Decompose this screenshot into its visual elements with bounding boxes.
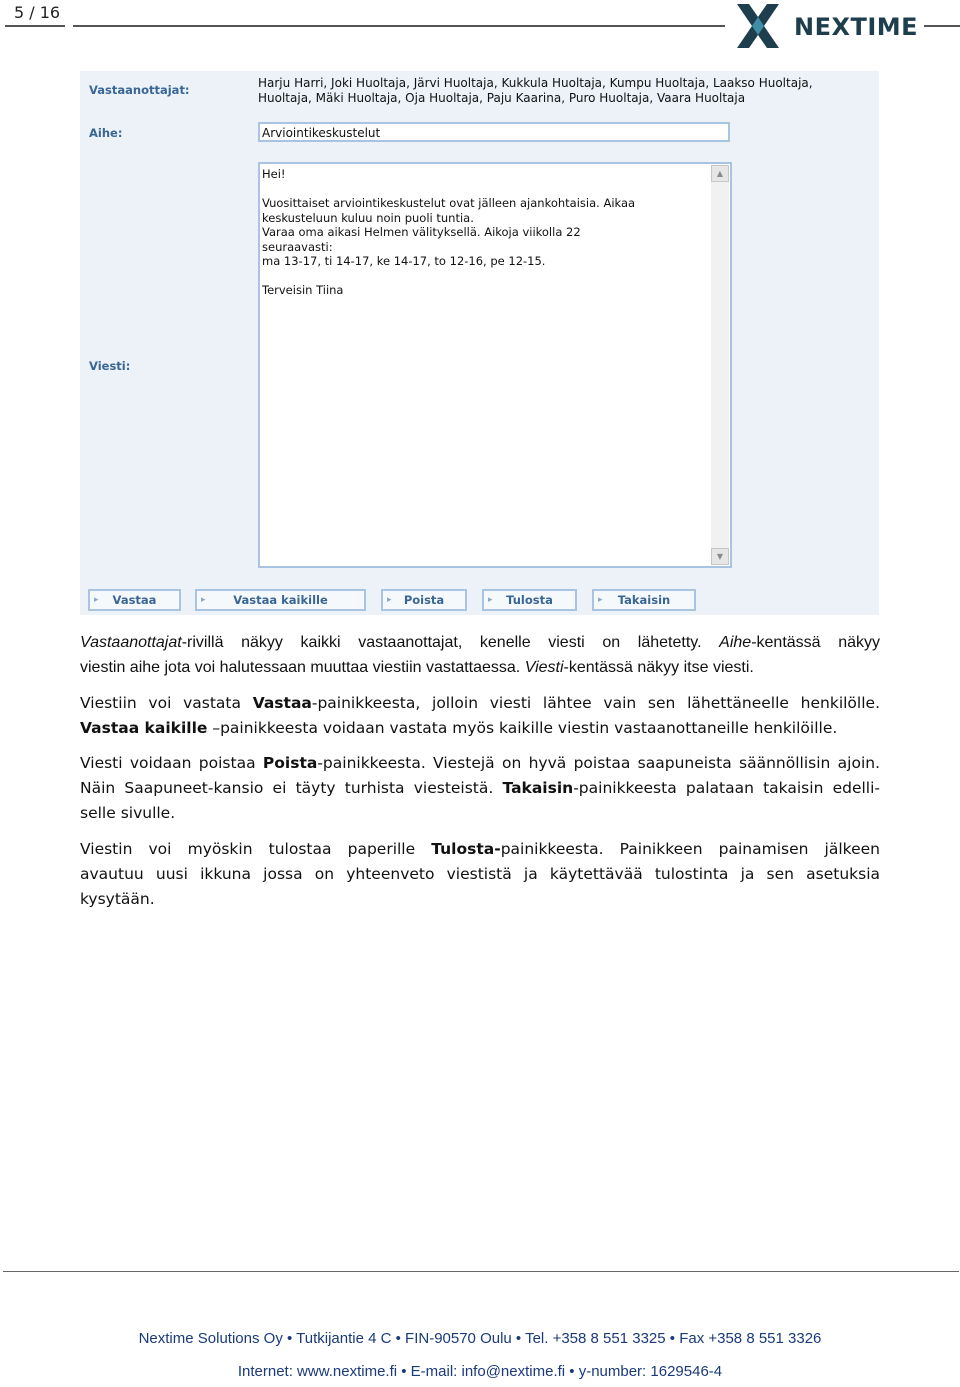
header-rule-left xyxy=(5,25,65,27)
message-text: Hei! Vuosittaiset arviointikeskustelut ovat jälleen ajankohtaisia. Aikaa keskusteluun kuluu noin puoli tuntia. Varaa oma aikasi Helmen välityksellä. Aikoja viikolla 22 seuraavasti: ma 13-17, ti 14-17, ke 14-17, to 12-16, pe 12-15. Terveisin Tiina xyxy=(262,167,636,297)
back-button[interactable] xyxy=(592,589,696,611)
paragraph-delete xyxy=(80,751,880,826)
header-rule xyxy=(73,25,725,27)
delete-button-label: Poista xyxy=(403,593,445,607)
back-button-label: Takaisin xyxy=(617,593,671,607)
nextime-logo-icon xyxy=(733,2,783,52)
text-line: selle sivulle. xyxy=(80,804,176,822)
reply-all-button[interactable] xyxy=(195,589,366,611)
button-arrow-icon: ▸ xyxy=(387,595,392,605)
text-line: kysytään. xyxy=(80,890,155,908)
delete-button[interactable] xyxy=(381,589,467,611)
recipients-list xyxy=(258,76,878,105)
reply-all-button-label: Vastaa kaikille xyxy=(233,593,328,607)
text-line: avautuu uusi ikkuna jossa on yhteenveto viestistä ja käytettävää tulostinta ja sen asetuksia xyxy=(80,865,880,883)
header-rule-right xyxy=(924,25,960,27)
subject-label: Aihe: xyxy=(89,126,123,140)
button-arrow-icon: ▸ xyxy=(201,595,206,605)
text-line: Vastaa kaikille –painikkeesta voidaan vastata myös kaikille viestin vastaanottaneille henkilöille. xyxy=(80,719,838,737)
footer-rule xyxy=(3,1271,959,1272)
message-view-screenshot xyxy=(80,71,879,615)
text-line: viestin aihe jota voi halutessaan muuttaa viestiin vastattaessa. Viesti-kentässä näkyy itse viesti. xyxy=(80,659,754,676)
text-line: Viestiin voi vastata Vastaa-painikkeesta, jolloin viesti lähtee vain sen lähettäneelle henkilölle. xyxy=(80,694,880,712)
recipients-line: Huoltaja, Mäki Huoltaja, Oja Huoltaja, Paju Kaarina, Puro Huoltaja, Vaara Huoltaja xyxy=(258,90,746,105)
print-button[interactable] xyxy=(482,589,577,611)
paragraph-fields xyxy=(80,630,880,680)
reply-button[interactable] xyxy=(88,589,181,611)
text-line: Näin Saapuneet-kansio ei täyty turhista viesteistä. Takaisin-painikkeesta palataan takaisin edelli- xyxy=(80,779,880,797)
scroll-up-icon[interactable]: ▲ xyxy=(711,165,729,182)
paragraph-reply xyxy=(80,691,880,741)
recipients-label: Vastaanottajat: xyxy=(89,83,190,97)
print-button-label: Tulosta xyxy=(506,593,553,607)
page-number: 5 / 16 xyxy=(14,3,61,22)
scroll-down-icon[interactable]: ▼ xyxy=(711,548,729,565)
brand-logo-text: NEXTIME xyxy=(794,13,919,41)
footer-contact: Internet: www.nextime.fi • E-mail: info@nextime.fi • y-number: 1629546-4 xyxy=(237,1363,723,1380)
button-arrow-icon: ▸ xyxy=(598,595,603,605)
reply-button-label: Vastaa xyxy=(112,593,157,607)
button-arrow-icon: ▸ xyxy=(94,595,99,605)
subject-input[interactable]: Arviointikeskustelut xyxy=(258,122,730,142)
button-arrow-icon: ▸ xyxy=(488,595,493,605)
text-line: Vastaanottajat-rivillä näkyy kaikki vastaanottajat, kenelle viesti on lähetetty. Aihe-kentässä näkyy xyxy=(80,634,881,651)
footer-address: Nextime Solutions Oy • Tutkijantie 4 C • FIN-90570 Oulu • Tel. +358 8 551 3325 • Fax +358 8 551 3326 xyxy=(138,1330,822,1347)
message-scrollbar[interactable] xyxy=(711,165,729,565)
text-line: Viesti voidaan poistaa Poista-painikkeesta. Viestejä on hyvä poistaa saapuneista säännöllisin ajoin. xyxy=(80,754,881,772)
message-label: Viesti: xyxy=(89,359,131,373)
recipients-line: Harju Harri, Joki Huoltaja, Järvi Huoltaja, Kukkula Huoltaja, Kumpu Huoltaja, Laakso Huoltaja, xyxy=(258,76,813,90)
text-line: Viestin voi myöskin tulostaa paperille Tulosta-painikkeesta. Painikkeen painamisen jälkeen xyxy=(80,840,880,858)
message-textarea[interactable] xyxy=(258,162,732,568)
paragraph-print xyxy=(80,837,880,912)
